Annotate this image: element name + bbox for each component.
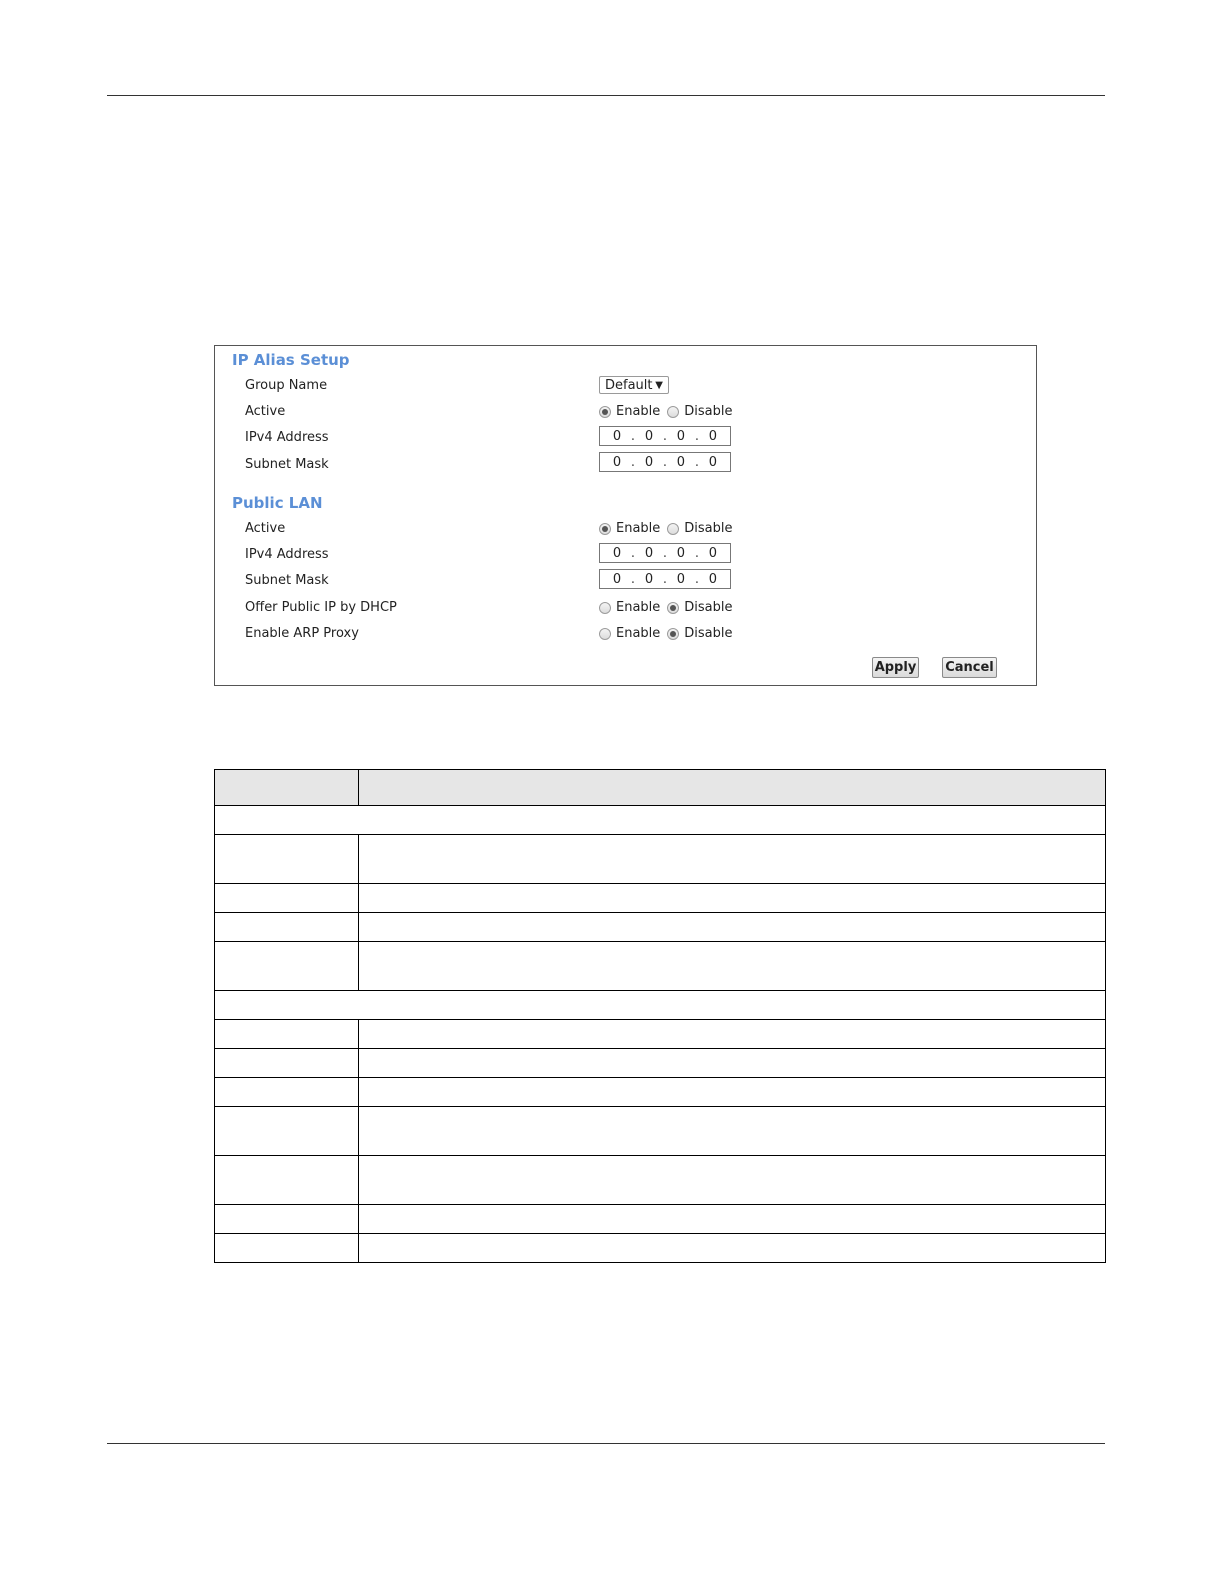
table-row (215, 1020, 1106, 1049)
ip-octet[interactable]: 0 (612, 454, 622, 470)
table-cell (215, 806, 1106, 835)
field-description-table (214, 769, 1106, 1263)
ip-octet[interactable]: 0 (612, 545, 622, 561)
table-cell (359, 913, 1106, 942)
header-cell-description (359, 770, 1106, 806)
table-row (215, 835, 1106, 884)
chevron-down-icon: ▼ (655, 379, 663, 391)
ip-octet[interactable]: 0 (708, 454, 718, 470)
alias-active-disable-radio[interactable] (667, 406, 679, 418)
ip-octet[interactable]: 0 (708, 428, 718, 444)
lan-subnet-input[interactable]: 0 . 0 . 0 . 0 (599, 569, 731, 589)
table-cell (359, 942, 1106, 991)
table-cell (359, 1156, 1106, 1205)
group-name-select[interactable] (599, 376, 669, 394)
lan-active-disable-text: Disable (684, 521, 733, 536)
table-cell (215, 1049, 359, 1078)
table-cell (359, 1078, 1106, 1107)
arp-proxy-label: Enable ARP Proxy (245, 626, 359, 641)
alias-active-enable-text: Enable (616, 404, 661, 419)
ip-octet[interactable]: 0 (612, 428, 622, 444)
group-name-value: Default (605, 377, 653, 393)
table-cell (215, 1234, 359, 1263)
alias-active-enable-radio[interactable] (599, 406, 611, 418)
table-header-row (215, 770, 1106, 806)
arp-proxy-disable-radio[interactable] (667, 628, 679, 640)
table-cell (359, 1107, 1106, 1156)
table-cell (215, 1205, 359, 1234)
table-row (215, 1107, 1106, 1156)
arp-proxy-enable-radio[interactable] (599, 628, 611, 640)
header-cell-label (215, 770, 359, 806)
apply-button[interactable]: Apply (872, 657, 919, 678)
offer-dhcp-disable-radio[interactable] (667, 602, 679, 614)
ip-octet[interactable]: 0 (644, 571, 654, 587)
offer-dhcp-enable-radio[interactable] (599, 602, 611, 614)
table-cell (215, 884, 359, 913)
table-cell (215, 1156, 359, 1205)
ip-alias-setup-panel (214, 345, 1037, 686)
offer-dhcp-disable-text: Disable (684, 600, 733, 615)
lan-active-disable-radio[interactable] (667, 523, 679, 535)
alias-ipv4-input[interactable]: 0 . 0 . 0 . 0 (599, 426, 731, 446)
table-row (215, 1156, 1106, 1205)
lan-active-enable-text: Enable (616, 521, 661, 536)
ip-octet[interactable]: 0 (676, 428, 686, 444)
alias-ipv4-label: IPv4 Address (245, 430, 329, 445)
public-lan-title: Public LAN (232, 494, 323, 512)
table-cell (215, 1078, 359, 1107)
alias-active-label: Active (245, 404, 286, 419)
offer-dhcp-enable-text: Enable (616, 600, 661, 615)
group-name-label: Group Name (245, 378, 328, 393)
table-row (215, 1078, 1106, 1107)
table-row (215, 1234, 1106, 1263)
ip-octet[interactable]: 0 (708, 571, 718, 587)
table-cell (359, 884, 1106, 913)
cancel-button[interactable]: Cancel (942, 657, 997, 678)
ip-octet[interactable]: 0 (644, 545, 654, 561)
arp-proxy-disable-text: Disable (684, 626, 733, 641)
table-row (215, 1205, 1106, 1234)
table-cell (215, 1107, 359, 1156)
ip-octet[interactable]: 0 (676, 545, 686, 561)
footer-rule (107, 1443, 1105, 1444)
table-row (215, 1049, 1106, 1078)
table-section-row (215, 806, 1106, 835)
ip-octet[interactable]: 0 (644, 428, 654, 444)
ip-octet[interactable]: 0 (708, 545, 718, 561)
lan-active-enable-radio[interactable] (599, 523, 611, 535)
ip-octet[interactable]: 0 (676, 571, 686, 587)
lan-ipv4-label: IPv4 Address (245, 547, 329, 562)
ip-octet[interactable]: 0 (612, 571, 622, 587)
table-cell (215, 942, 359, 991)
alias-subnet-label: Subnet Mask (245, 457, 329, 472)
offer-dhcp-label: Offer Public IP by DHCP (245, 600, 397, 615)
lan-ipv4-input[interactable]: 0 . 0 . 0 . 0 (599, 543, 731, 563)
table-cell (215, 913, 359, 942)
lan-active-label: Active (245, 521, 286, 536)
table-cell (359, 835, 1106, 884)
table-cell (215, 1020, 359, 1049)
table-row (215, 884, 1106, 913)
alias-subnet-input[interactable]: 0 . 0 . 0 . 0 (599, 452, 731, 472)
table-cell (359, 1205, 1106, 1234)
table-row (215, 942, 1106, 991)
table-cell (215, 991, 1106, 1020)
ip-alias-setup-title: IP Alias Setup (232, 351, 350, 369)
alias-active-disable-text: Disable (684, 404, 733, 419)
table-cell (215, 835, 359, 884)
table-cell (359, 1049, 1106, 1078)
table-row (215, 913, 1106, 942)
header-rule (107, 95, 1105, 96)
table-cell (359, 1234, 1106, 1263)
ip-octet[interactable]: 0 (644, 454, 654, 470)
table-section-row (215, 991, 1106, 1020)
lan-subnet-label: Subnet Mask (245, 573, 329, 588)
table-cell (359, 1020, 1106, 1049)
ip-octet[interactable]: 0 (676, 454, 686, 470)
arp-proxy-enable-text: Enable (616, 626, 661, 641)
